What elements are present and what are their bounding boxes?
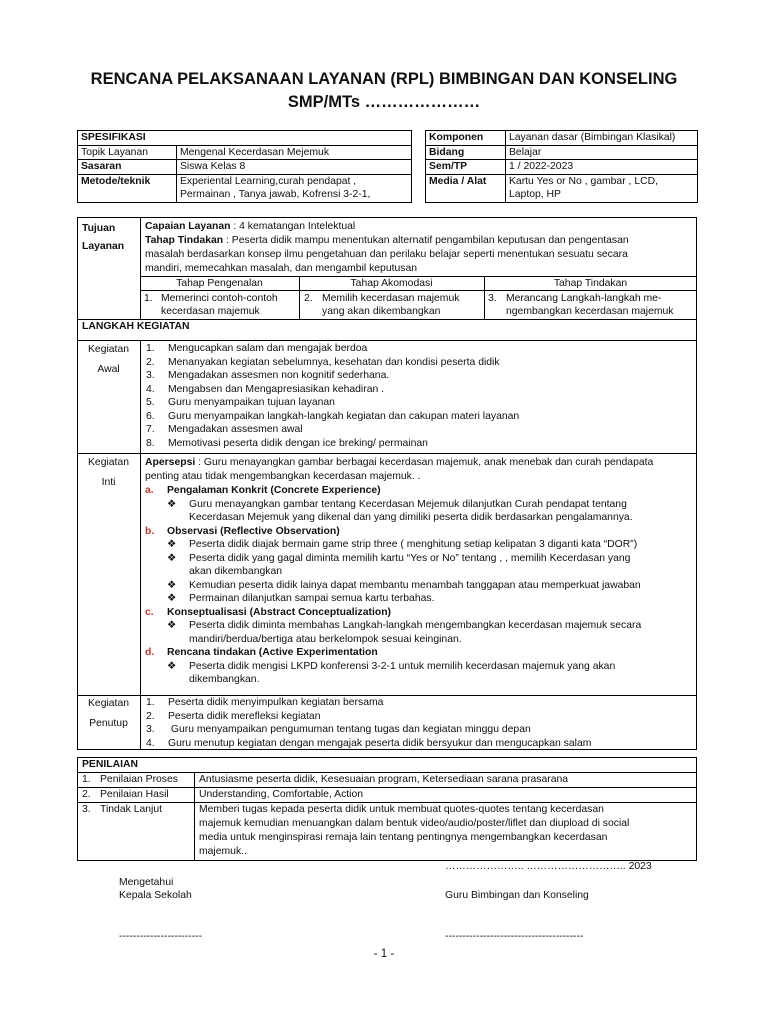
penutup-item-text: Guru menutup kegiatan dengan mengajak peserta didik bersyukur dan mengucapkan salam <box>168 737 592 749</box>
awal-item-num: 8. <box>146 437 155 449</box>
diamond-bullet-icon: ❖ <box>167 498 177 510</box>
spec-table-left <box>77 130 412 203</box>
awal-item-text: Guru menyampaikan tujuan layanan <box>168 397 335 408</box>
penilaian-row-2-text: Penilaian Hasil <box>100 789 169 800</box>
spec-label-semtp: Sem/TP <box>426 160 506 175</box>
inti-section-title-text: Konseptualisasi (Abstract Conceptualization) <box>167 606 392 618</box>
tahap-tindakan-desc <box>145 234 629 248</box>
penilaian-row1-line <box>77 787 697 788</box>
inti-bullet-text: Guru menayangkan gambar tentang Kecerdasan Mejemuk dilanjutkan Curah pendapat tentang <box>189 498 627 510</box>
awal-item <box>146 342 519 356</box>
metode-line1: Experiental Learning,curah pendapat , <box>180 175 357 187</box>
inti-bullet <box>145 498 691 512</box>
spec-value-media <box>506 174 698 202</box>
penilaian-row-3-label <box>82 803 162 817</box>
tindak-lanjut-line-4: majemuk.. <box>199 846 247 857</box>
inti-section-letter: a. <box>145 485 154 496</box>
stage-item-3-line1: Merancang Langkah-langkah me- <box>506 293 662 304</box>
penutup-item-num: 2. <box>146 710 155 722</box>
diamond-bullet-icon: ❖ <box>167 620 177 631</box>
stage-item-1 <box>144 292 278 306</box>
penilaian-row-1-value: Antusiasme peserta didik, Kesesuaian program, Ketersediaan sarana prasarana <box>199 774 569 785</box>
penutup-label-2: Penutup <box>89 718 128 729</box>
spec-table-right <box>425 130 698 203</box>
awal-label-2: Awal <box>97 364 120 375</box>
inti-bullet <box>145 538 691 552</box>
apersepsi-text: : Guru menayangkan gambar berbagai kecerdasan majemuk, anak menebak dan curah pendapata <box>195 457 654 468</box>
penilaian-row-3-text: Tindak Lanjut <box>100 804 162 815</box>
spec-header: SPESIFIKASI <box>78 131 412 146</box>
inti-bullet <box>145 579 691 593</box>
inti-bullet-text: Permainan dilanjutkan sampai semua kartu terbahas. <box>189 593 435 604</box>
inti-section-letter: c. <box>145 606 154 618</box>
penilaian-row-2-num: 2. <box>82 789 91 800</box>
apersepsi-label: Apersepsi <box>145 457 196 468</box>
awal-item-num: 3. <box>146 370 155 381</box>
inti-section-title-text: Pengalaman Konkrit (Concrete Experience) <box>167 485 381 496</box>
awal-label-1: Kegiatan <box>87 344 130 355</box>
spec-label-sasaran: Sasaran <box>78 160 177 175</box>
signature-left-line2: Kepala Sekolah <box>119 890 192 901</box>
inti-section-title <box>145 646 691 660</box>
stage-item-1-num: 1. <box>144 293 153 304</box>
awal-list <box>146 342 519 450</box>
inti-bullet <box>145 552 691 566</box>
penutup-item <box>146 737 591 751</box>
penutup-item <box>146 696 591 710</box>
tindak-lanjut-line-3: media untuk menginspirasi remaja lain tentang pentingnya mengembangkan kecerdasan <box>199 832 608 843</box>
penilaian-row-3-num: 3. <box>82 804 91 815</box>
inti-sections <box>145 484 691 687</box>
penutup-item-num: 1. <box>146 697 155 708</box>
inti-section-title <box>145 525 691 539</box>
langkah-header: LANGKAH KEGIATAN <box>82 321 190 332</box>
signature-date: ………………….. ……………………….. 2023 <box>445 861 652 872</box>
inti-bullet <box>145 592 691 606</box>
diamond-bullet-icon: ❖ <box>167 552 177 564</box>
tahap-value: : Peserta didik mampu menentukan alternatif pengambilan keputusan dan pengentasan <box>223 235 629 246</box>
penutup-item-num: 4. <box>146 737 155 749</box>
awal-item-text: Mengucapkan salam dan mengajak berdoa <box>168 343 368 354</box>
stage-item-3-cont: ngembangkan kecerdasan majemuk <box>506 306 674 317</box>
inti-bullet-continuation: akan dikembangkan <box>189 566 283 577</box>
penilaian-row-1-label <box>82 773 178 787</box>
penutup-item <box>146 723 591 737</box>
doc-title-line1: RENCANA PELAKSANAAN LAYANAN (RPL) BIMBINGAN DAN KONSELING <box>90 70 678 88</box>
inti-bullet-text: Peserta didik diminta membahas Langkah-langkah mengembangkan kecerdasan majemuk secara <box>189 620 642 631</box>
spec-value-metode <box>177 174 412 202</box>
capaian-layanan <box>145 220 355 234</box>
stage-item-2 <box>304 292 459 306</box>
awal-item-num: 6. <box>146 410 155 422</box>
awal-item <box>146 410 519 424</box>
inti-bullet <box>145 660 691 674</box>
stage-col-akomodasi: Tahap Akomodasi <box>350 278 433 289</box>
spec-label-bidang: Bidang <box>426 145 506 160</box>
awal-item-text: Mengadakan assesmen non kognitif sederhana. <box>168 370 390 381</box>
spec-label-metode: Metode/teknik <box>78 174 177 202</box>
spec-value-komponen: Layanan dasar (Bimbingan Klasikal) <box>506 131 698 146</box>
inti-bullet-text: Peserta didik diajak bermain game strip three ( menghitung setiap kelipatan 3 diganti kata “DOR”) <box>189 539 638 550</box>
spec-label-media: Media / Alat <box>426 174 506 202</box>
stage-item-2-line1: Memilih kecerdasan majemuk <box>322 293 460 304</box>
tindak-lanjut-line-1: Memberi tugas kepada peserta didik untuk membuat quotes-quotes tentang kecerdasan <box>199 804 604 815</box>
awal-item <box>146 396 519 410</box>
awal-item-num: 1. <box>146 343 155 354</box>
penutup-item-text: Peserta didik menyimpulkan kegiatan bersama <box>168 697 384 708</box>
penilaian-col-divider <box>194 772 195 861</box>
awal-item-text: Guru menyampaikan langkah-langkah kegiatan dan cakupan materi layanan <box>168 410 520 422</box>
signature-right-line: Guru Bimbingan dan Konseling <box>445 890 589 901</box>
penutup-item-num: 3. <box>146 724 155 735</box>
inti-label-2: Inti <box>101 477 116 488</box>
penutup-item-text: Guru menyampaikan pengumuman tentang tugas dan kegiatan minggu depan <box>168 724 531 735</box>
tujuan-divider <box>140 217 141 319</box>
penutup-item <box>146 710 591 724</box>
capaian-label: Capaian Layanan <box>145 221 231 232</box>
media-line2: Laptop, HP <box>509 189 561 200</box>
apersepsi-line2: penting atau tidak mengembangkan kecerdasan majemuk. . <box>145 471 421 482</box>
awal-item <box>146 423 519 437</box>
stage-item-1-line1: Memerinci contoh-contoh <box>161 293 278 304</box>
penilaian-row-1-num: 1. <box>82 774 91 785</box>
penilaian-row-1-text: Penilaian Proses <box>100 774 178 785</box>
tujuan-label-1: Tujuan <box>82 223 116 234</box>
awal-item-text: Mengabsen dan Mengapresiasikan kehadiran . <box>168 383 385 395</box>
tahap-label: Tahap Tindakan <box>145 235 224 246</box>
awal-item-text: Menanyakan kegiatan sebelumnya, kesehatan dan kondisi peserta didik <box>168 356 500 368</box>
inti-section-letter: b. <box>145 525 155 537</box>
metode-line2: Permainan , Tanya jawab, Kofrensi 3-2-1, <box>180 189 371 200</box>
inti-section-title-text: Rencana tindakan (Active Experimentation <box>167 647 378 658</box>
awal-item-text: Memotivasi peserta didik dengan ice breking/ permainan <box>168 437 428 449</box>
tahap-line3: mandiri, memecahkan masalah, dan mengambil keputusan <box>145 263 418 274</box>
inti-bullet <box>145 619 691 633</box>
awal-item-num: 5. <box>146 397 155 408</box>
langkah-header-bottom <box>77 340 697 341</box>
spec-value-semtp: 1 / 2022-2023 <box>506 160 698 175</box>
stage-item-3 <box>488 292 661 306</box>
inti-bullet-text: Peserta didik yang gagal diminta memilih kartu “Yes or No” tentang , , memilih Kecerdasan yang <box>189 552 631 564</box>
stage-item-3-num: 3. <box>488 293 497 304</box>
diamond-bullet-icon: ❖ <box>167 579 177 591</box>
doc-title-line2: SMP/MTs ………………… <box>287 93 481 111</box>
inti-bullet-continuation: Kecerdasan Mejemuk yang dikenal dan yang dimiliki peserta didik berdasarkan pengalamannya. <box>189 512 633 523</box>
media-line1: Kartu Yes or No , gambar , LCD, <box>509 175 659 187</box>
penutup-label-1: Kegiatan <box>87 698 130 709</box>
inti-section-title-text: Observasi (Reflective Observation) <box>167 525 340 537</box>
stage-col-tindakan: Tahap Tindakan <box>553 278 628 289</box>
capaian-value: : 4 kematangan Intelektual <box>230 221 356 232</box>
awal-item <box>146 383 519 397</box>
inti-bullet-text: Peserta didik mengisi LKPD konferensi 3-2-1 untuk memilih kecerdasan majemuk yang akan <box>189 660 616 672</box>
awal-item-text: Mengadakan assesmen awal <box>168 424 303 435</box>
awal-item-num: 7. <box>146 424 155 435</box>
spec-label-komponen: Komponen <box>426 131 506 146</box>
inti-bullet-text: Kemudian peserta didik lainya dapat membantu menambah tanggapan atau memperkuat jawaban <box>189 579 641 591</box>
spec-value-topik: Mengenal Kecerdasan Mejemuk <box>177 145 412 160</box>
tujuan-label-2: Layanan <box>82 241 125 252</box>
awal-item-num: 4. <box>146 383 155 395</box>
inti-bullet-continuation: dikembangkan. <box>189 674 260 685</box>
penilaian-header: PENILAIAN <box>82 759 138 770</box>
signature-right-dashes: ---------------------------------------- <box>445 931 584 942</box>
awal-item-num: 2. <box>146 356 155 368</box>
stage-item-2-num: 2. <box>304 293 313 304</box>
apersepsi-line1 <box>145 456 653 470</box>
spec-value-sasaran: Siswa Kelas 8 <box>177 160 412 175</box>
penilaian-row-2-value: Understanding, Comfortable, Action <box>199 789 364 800</box>
spec-value-bidang: Belajar <box>506 145 698 160</box>
diamond-bullet-icon: ❖ <box>167 539 177 550</box>
signature-left-line1: Mengetahui <box>119 877 174 888</box>
stage-col-pengenalan: Tahap Pengenalan <box>176 278 263 289</box>
awal-bottom-line <box>77 453 697 454</box>
penilaian-row-2-label <box>82 788 169 802</box>
penutup-list <box>146 696 591 750</box>
tahap-line2: masalah berdasarkan konsep ilmu pengetahuan dan perilaku belajar seperti menentukan sesuatu secara <box>145 249 628 260</box>
stage-item-1-cont: kecerdasan majemuk <box>161 306 260 317</box>
awal-item <box>146 356 519 370</box>
signature-left-dashes: ------------------------ <box>119 931 203 942</box>
diamond-bullet-icon: ❖ <box>167 660 177 672</box>
kegiatan-col-divider <box>140 340 141 750</box>
penutup-item-text: Peserta didik merefleksi kegiatan <box>168 710 321 722</box>
inti-label-1: Kegiatan <box>87 457 130 468</box>
inti-bullet-continuation: mandiri/berdua/bertiga atau berkelompok sesuai keinginan. <box>189 633 462 645</box>
inti-section-title <box>145 484 691 498</box>
spec-label-topik: Topik Layanan <box>78 145 177 160</box>
stage-item-2-cont: yang akan dikembangkan <box>322 306 441 317</box>
inti-section-letter: d. <box>145 647 155 658</box>
page-number: - 1 - <box>373 948 395 960</box>
tindak-lanjut-line-2: majemuk kemudian menuangkan dalam bentuk video/audio/poster/liflet dan diupload di social <box>199 818 630 829</box>
inti-section-title <box>145 606 691 620</box>
diamond-bullet-icon: ❖ <box>167 593 177 604</box>
awal-item <box>146 437 519 451</box>
awal-item <box>146 369 519 383</box>
